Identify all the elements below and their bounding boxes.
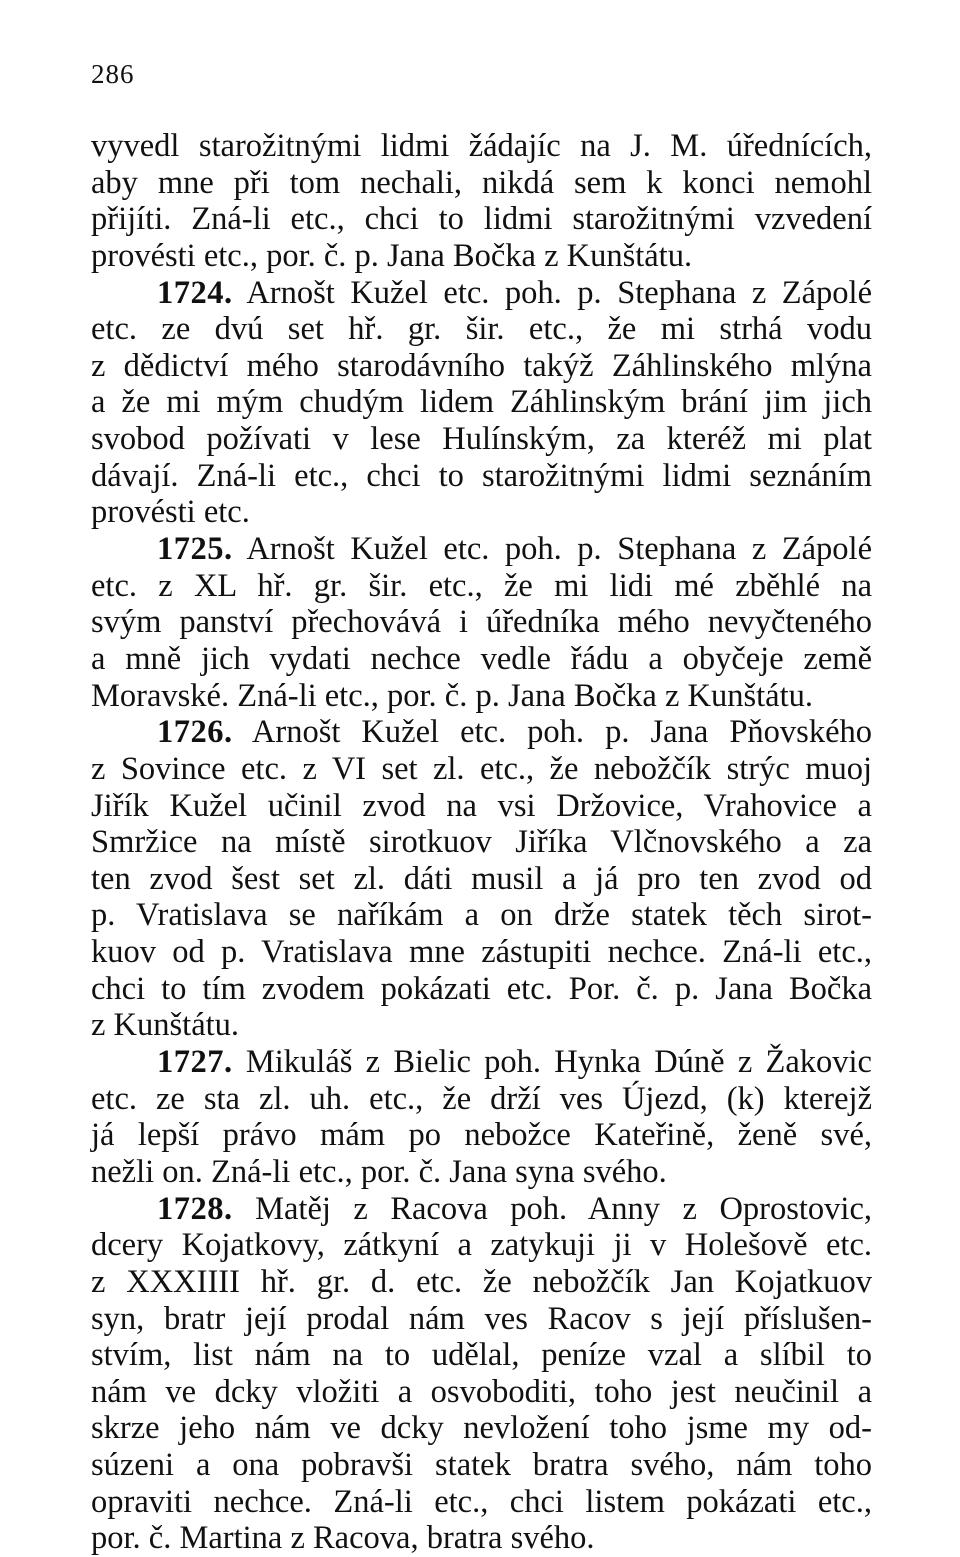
body-text — [91, 128, 872, 1557]
text-line — [91, 348, 872, 385]
text-line — [91, 1337, 872, 1374]
line-text: kuov od p. Vratislava mne zástupiti nechce. Zná-li etc., — [91, 934, 872, 971]
paragraph-last-line — [91, 678, 872, 715]
line-text: p. Vratislava se naříkám a on drže statek těch sirot- — [91, 897, 872, 934]
text-line — [91, 1081, 872, 1118]
line-text: já lepší právo mám po nebožce Kateřině, ženě své, — [91, 1117, 872, 1154]
entry-number: 1725. — [157, 531, 233, 568]
line-text: aby mne při tom nechali, nikdá sem k konci nemohl — [91, 164, 872, 201]
paragraph-last-line — [91, 1520, 872, 1557]
line-text: Arnošt Kužel etc. poh. p. Stephana z Zápolé — [232, 531, 872, 568]
line-text: etc. z XL hř. gr. šir. etc., že mi lidi mé zběhlé na — [91, 567, 872, 604]
text-line — [91, 384, 872, 421]
line-text: Jiřík Kužel učinil zvod na vsi Držovice, Vrahovice a — [91, 787, 872, 824]
line-text: Moravské. Zná-li etc., por. č. p. Jana Bočka z Kunštátu. — [91, 677, 814, 714]
text-line — [91, 1374, 872, 1411]
entry-number: 1726. — [157, 714, 233, 751]
paragraph-last-line — [91, 238, 872, 275]
line-text: por. č. Martina z Racova, bratra svého. — [91, 1520, 595, 1557]
entry-1728-first-line — [91, 1191, 872, 1228]
text-line — [91, 788, 872, 825]
text-line — [91, 165, 872, 202]
line-text: súzeni a ona pobravši statek bratra svého, nám toho — [91, 1447, 872, 1484]
entry-1726-first-line — [91, 714, 872, 751]
line-text: přijíti. Zná-li etc., chci to lidmi starožitnými vzvedení — [91, 201, 872, 238]
text-line — [91, 458, 872, 495]
line-text: nežli on. Zná-li etc., por. č. Jana syna svého. — [91, 1153, 667, 1190]
line-text: etc. ze dvú set hř. gr. šir. etc., že mi strhá vodu — [91, 311, 872, 348]
line-text: syn, bratr její prodal nám ves Racov s její příslušen- — [91, 1300, 872, 1337]
text-line — [91, 897, 872, 934]
paragraph-last-line — [91, 1007, 872, 1044]
line-text: Smržice na místě sirotkuov Jiříka Vlčnovského a za — [91, 824, 872, 861]
line-text: dcery Kojatkovy, zátkyní a zatykuji ji v Holešově etc. — [91, 1227, 872, 1264]
text-line — [91, 604, 872, 641]
text-line — [91, 1117, 872, 1154]
line-text: provésti etc., por. č. p. Jana Bočka z Kunštátu. — [91, 237, 693, 274]
entry-number: 1724. — [157, 274, 233, 311]
line-text: stvím, list nám na to udělal, peníze vzal a slíbil to — [91, 1337, 872, 1374]
text-line — [91, 824, 872, 861]
text-line — [91, 311, 872, 348]
line-text: chci to tím zvodem pokázati etc. Por. č. p. Jana Bočka — [91, 970, 872, 1007]
text-line — [91, 201, 872, 238]
line-text: provésti etc. — [91, 494, 250, 531]
line-text: z Sovince etc. z VI set zl. etc., že nebožčík strýc muoj — [91, 750, 872, 787]
page-number: 286 — [91, 59, 135, 89]
line-text: ten zvod šest set zl. dáti musil a já pro ten zvod od — [91, 860, 872, 897]
line-text: a že mi mým chudým lidem Záhlinským brání jim jich — [91, 384, 872, 421]
line-text: z dědictví mého starodávního takýž Záhlinského mlýna — [91, 347, 872, 384]
text-line — [91, 421, 872, 458]
line-text: svým panství přechovává i úředníka mého nevyčteného — [91, 604, 872, 641]
text-line — [91, 1447, 872, 1484]
text-line — [91, 1410, 872, 1447]
line-text: opraviti nechce. Zná-li etc., chci listem pokázati etc., — [91, 1483, 872, 1520]
line-text: skrze jeho nám ve dcky nevložení toho jsme my od- — [91, 1410, 872, 1447]
line-text: a mně jich vydati nechce vedle řádu a obyčeje země — [91, 640, 872, 677]
line-text: nám ve dcky vložiti a osvoboditi, toho jest neučinil a — [91, 1373, 872, 1410]
text-line — [91, 1227, 872, 1264]
text-line — [91, 861, 872, 898]
text-line — [91, 568, 872, 605]
line-text: Arnošt Kužel etc. poh. p. Jana Pňovského — [232, 714, 872, 751]
text-line — [91, 971, 872, 1008]
text-line — [91, 641, 872, 678]
line-text: Mikuláš z Bielic poh. Hynka Dúně z Žakovic — [232, 1044, 872, 1081]
line-text: Arnošt Kužel etc. poh. p. Stephana z Zápolé — [232, 274, 872, 311]
entry-number: 1728. — [157, 1190, 233, 1227]
line-text: z XXXIIII hř. gr. d. etc. že nebožčík Jan Kojatkuov — [91, 1263, 872, 1300]
line-text: vyvedl starožitnými lidmi žádajíc na J. M. úřednících, — [91, 128, 872, 164]
line-text: dávají. Zná-li etc., chci to starožitnými lidmi seznáním — [91, 457, 872, 494]
text-line — [91, 1301, 872, 1338]
text-line — [91, 751, 872, 788]
entry-number: 1727. — [157, 1044, 233, 1081]
paragraph-last-line — [91, 1154, 872, 1191]
entry-1724-first-line — [91, 275, 872, 312]
text-line — [91, 1264, 872, 1301]
line-text: etc. ze sta zl. uh. etc., že drží ves Újezd, (k) kterejž — [91, 1080, 872, 1117]
paragraph-last-line — [91, 494, 872, 531]
entry-1727-first-line — [91, 1044, 872, 1081]
entry-1725-first-line — [91, 531, 872, 568]
line-text: Matěj z Racova poh. Anny z Oprostovic, — [232, 1190, 872, 1227]
line-text: svobod požívati v lese Hulínským, za kteréž mi plat — [91, 421, 872, 458]
text-line — [91, 128, 872, 165]
text-line — [91, 934, 872, 971]
line-text: z Kunštátu. — [91, 1007, 240, 1044]
